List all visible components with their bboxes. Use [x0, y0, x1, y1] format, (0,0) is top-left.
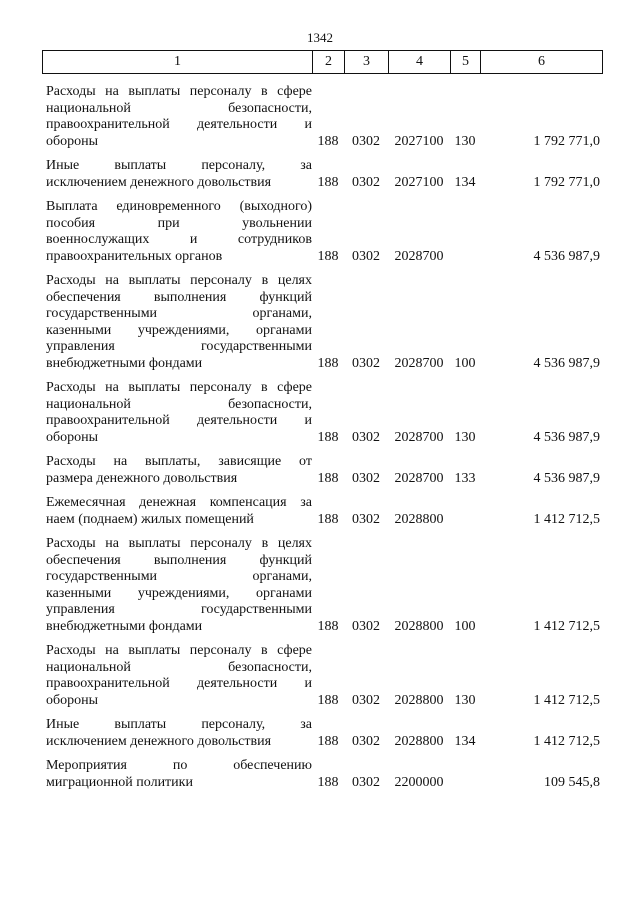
- row-section-code: 0302: [352, 692, 380, 708]
- row-amount: 1 412 712,5: [533, 511, 600, 527]
- table-row: [42, 158, 602, 191]
- row-amount: 1 792 771,0: [533, 133, 600, 149]
- column-header-5: 5: [451, 51, 481, 74]
- row-description: [42, 536, 312, 635]
- row-section-code: 0302: [352, 174, 380, 190]
- row-amount: 4 536 987,9: [533, 248, 600, 264]
- description-line: Расходы на выплаты персоналу в сфере: [46, 643, 312, 658]
- row-description: [42, 454, 312, 487]
- row-amount: 109 545,8: [544, 774, 600, 790]
- row-target-article-code: 2028700: [394, 470, 444, 486]
- row-description: [42, 199, 312, 265]
- table-row: [42, 758, 602, 791]
- row-description: [42, 273, 312, 372]
- description-line: обороны: [46, 692, 99, 708]
- table-row: [42, 495, 602, 528]
- row-description: [42, 758, 312, 791]
- description-line: обороны: [46, 429, 99, 445]
- row-ministry-code: 188: [317, 733, 339, 749]
- row-ministry-code: 188: [317, 174, 339, 190]
- description-line: Выплата единовременного (выходного): [46, 199, 312, 214]
- row-description: [42, 84, 312, 150]
- row-ministry-code: 188: [317, 248, 339, 264]
- column-header-3: 3: [345, 51, 389, 74]
- description-line: управления государственными: [46, 602, 312, 617]
- row-target-article-code: 2027100: [394, 174, 444, 190]
- description-line: государственными органами,: [46, 306, 312, 321]
- description-line: правоохранительных органов: [46, 248, 223, 264]
- row-description: [42, 380, 312, 446]
- row-section-code: 0302: [352, 733, 380, 749]
- column-header-1: 1: [43, 51, 313, 74]
- row-description: [42, 495, 312, 528]
- description-line: правоохранительной деятельности и: [46, 117, 312, 132]
- row-target-article-code: 2028700: [394, 355, 444, 371]
- column-header-6: 6: [481, 51, 603, 74]
- description-line: миграционной политики: [46, 774, 193, 790]
- description-line: национальной безопасности,: [46, 659, 312, 675]
- row-section-code: 0302: [352, 248, 380, 264]
- row-expense-type-code: 133: [454, 470, 476, 486]
- row-amount: 1 412 712,5: [533, 618, 600, 634]
- description-line: казенными учреждениями, органами: [46, 322, 312, 338]
- table-row: [42, 84, 602, 150]
- row-ministry-code: 188: [317, 774, 339, 790]
- description-line: Иные выплаты персоналу, за: [46, 158, 312, 173]
- row-ministry-code: 188: [317, 429, 339, 445]
- description-line: Расходы на выплаты персоналу в целях: [46, 536, 312, 551]
- row-amount: 1 792 771,0: [533, 174, 600, 190]
- column-header-4: 4: [389, 51, 451, 74]
- row-expense-type-code: 100: [454, 355, 476, 371]
- description-line: Иные выплаты персоналу, за: [46, 717, 312, 732]
- row-expense-type-code: 134: [454, 733, 476, 749]
- description-line: Расходы на выплаты персоналу в сфере: [46, 84, 312, 99]
- row-ministry-code: 188: [317, 511, 339, 527]
- description-line: внебюджетными фондами: [46, 355, 203, 371]
- row-ministry-code: 188: [317, 692, 339, 708]
- description-line: обеспечения выполнения функций: [46, 289, 312, 305]
- table-row: [42, 536, 602, 635]
- description-line: правоохранительной деятельности и: [46, 413, 312, 428]
- row-target-article-code: 2027100: [394, 133, 444, 149]
- row-target-article-code: 2028800: [394, 692, 444, 708]
- column-header-row: [43, 51, 603, 74]
- table-row: [42, 380, 602, 446]
- row-section-code: 0302: [352, 618, 380, 634]
- column-header-2: 2: [313, 51, 345, 74]
- row-ministry-code: 188: [317, 470, 339, 486]
- row-section-code: 0302: [352, 511, 380, 527]
- table-row: [42, 454, 602, 487]
- table-row: [42, 717, 602, 750]
- description-line: национальной безопасности,: [46, 396, 312, 412]
- description-line: наем (поднаем) жилых помещений: [46, 511, 254, 527]
- description-line: государственными органами,: [46, 569, 312, 584]
- row-amount: 1 412 712,5: [533, 733, 600, 749]
- description-line: национальной безопасности,: [46, 100, 312, 116]
- description-line: обеспечения выполнения функций: [46, 552, 312, 568]
- description-line: казенными учреждениями, органами: [46, 585, 312, 601]
- row-description: [42, 717, 312, 750]
- budget-table-body: [42, 84, 602, 799]
- row-ministry-code: 188: [317, 133, 339, 149]
- description-line: обороны: [46, 133, 99, 149]
- description-line: военнослужащих и сотрудников: [46, 232, 312, 247]
- row-expense-type-code: 130: [454, 429, 476, 445]
- row-expense-type-code: 134: [454, 174, 476, 190]
- row-target-article-code: 2028800: [394, 618, 444, 634]
- row-section-code: 0302: [352, 774, 380, 790]
- table-row: [42, 199, 602, 265]
- table-row: [42, 273, 602, 372]
- description-line: размера денежного довольствия: [46, 470, 238, 486]
- row-section-code: 0302: [352, 429, 380, 445]
- row-description: [42, 158, 312, 191]
- row-expense-type-code: 100: [454, 618, 476, 634]
- description-line: правоохранительной деятельности и: [46, 676, 312, 691]
- row-section-code: 0302: [352, 133, 380, 149]
- description-line: Расходы на выплаты, зависящие от: [46, 454, 312, 469]
- description-line: исключением денежного довольствия: [46, 733, 272, 749]
- row-target-article-code: 2028700: [394, 429, 444, 445]
- description-line: Ежемесячная денежная компенсация за: [46, 495, 312, 510]
- row-target-article-code: 2200000: [394, 774, 444, 790]
- row-target-article-code: 2028700: [394, 248, 444, 264]
- page-number: 1342: [307, 30, 333, 45]
- row-section-code: 0302: [352, 470, 380, 486]
- row-target-article-code: 2028800: [394, 511, 444, 527]
- row-amount: 1 412 712,5: [533, 692, 600, 708]
- row-target-article-code: 2028800: [394, 733, 444, 749]
- row-expense-type-code: 130: [454, 692, 476, 708]
- table-row: [42, 643, 602, 709]
- row-amount: 4 536 987,9: [533, 429, 600, 445]
- description-line: Расходы на выплаты персоналу в целях: [46, 273, 312, 288]
- row-ministry-code: 188: [317, 355, 339, 371]
- row-ministry-code: 188: [317, 618, 339, 634]
- row-expense-type-code: 130: [454, 133, 476, 149]
- row-amount: 4 536 987,9: [533, 470, 600, 486]
- description-line: Мероприятия по обеспечению: [46, 758, 312, 773]
- description-line: управления государственными: [46, 339, 312, 354]
- row-section-code: 0302: [352, 355, 380, 371]
- description-line: Расходы на выплаты персоналу в сфере: [46, 380, 312, 395]
- description-line: пособия при увольнении: [46, 215, 312, 231]
- description-line: внебюджетными фондами: [46, 618, 203, 634]
- column-header-table: [42, 50, 603, 74]
- row-description: [42, 643, 312, 709]
- description-line: исключением денежного довольствия: [46, 174, 272, 190]
- row-amount: 4 536 987,9: [533, 355, 600, 371]
